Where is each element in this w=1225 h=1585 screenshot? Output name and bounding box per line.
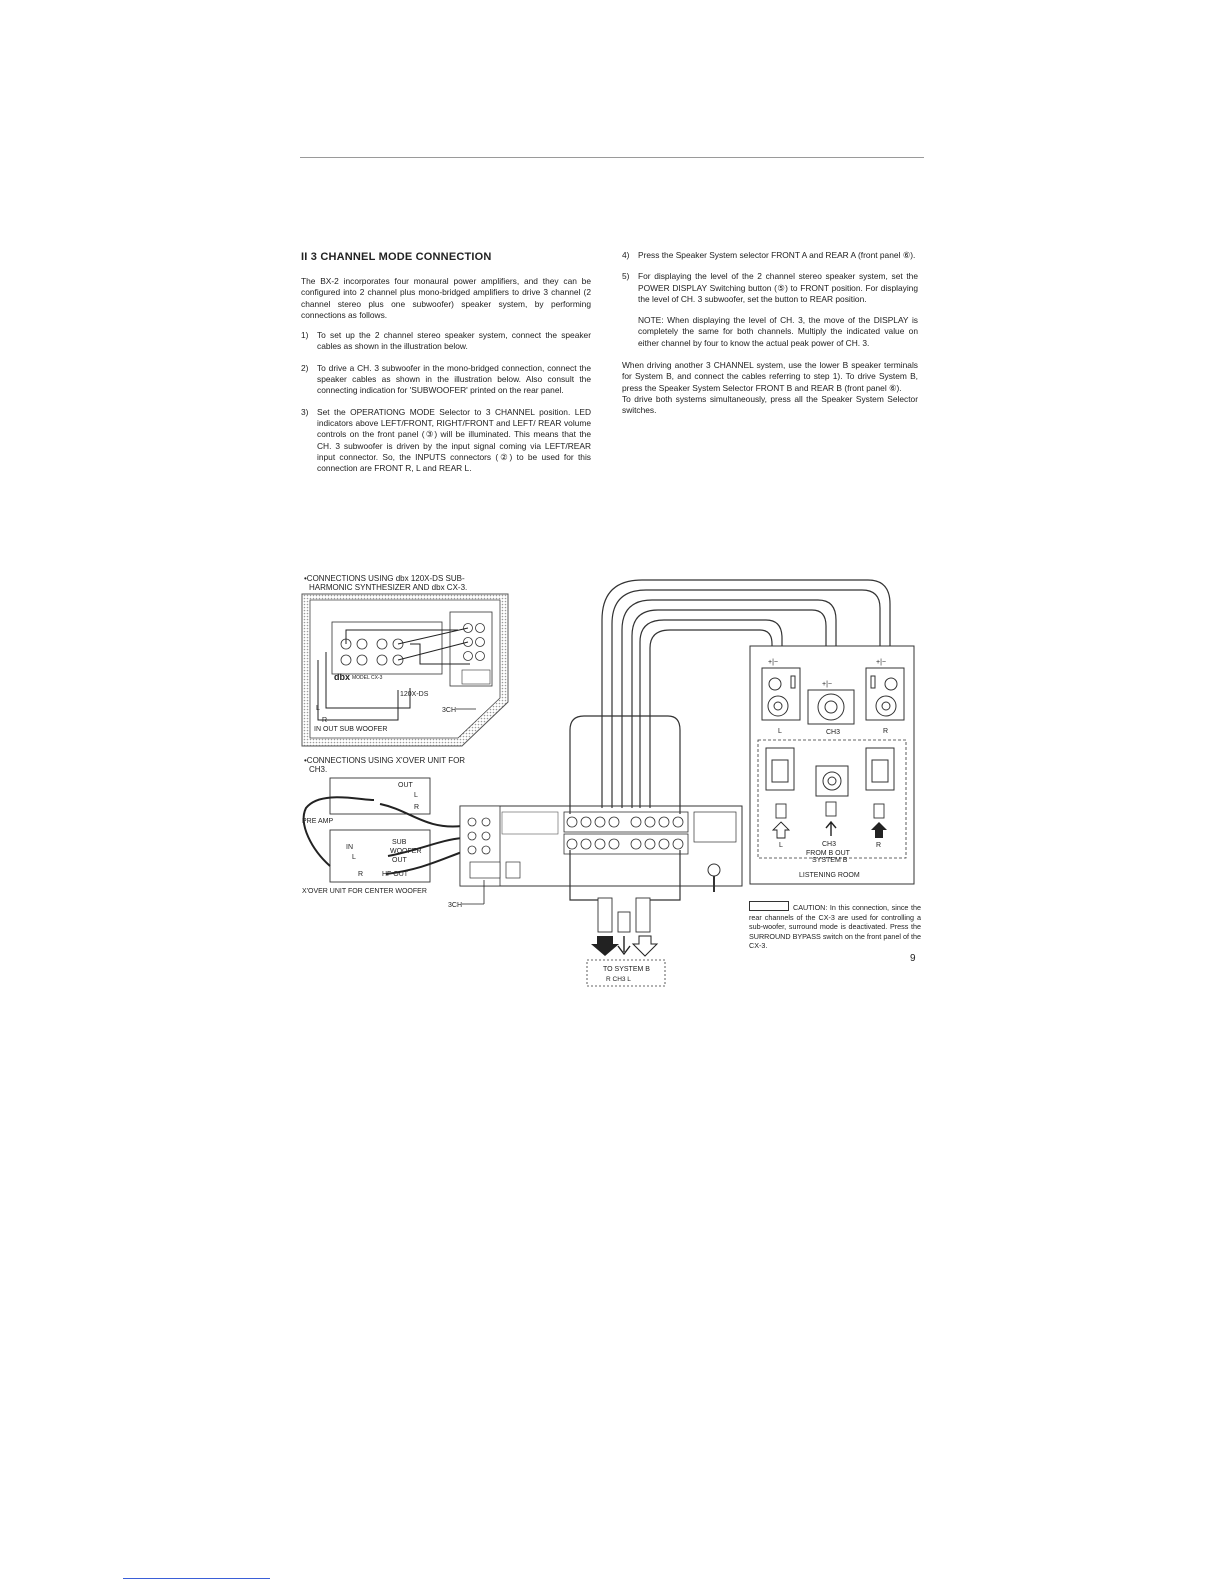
page-number: 9 [910,953,916,964]
from-b-out-label: FROM B OUT [806,850,850,857]
speaker-L-label: L [778,728,782,735]
system-b-paragraph: When driving another 3 CHANNEL system, use the lower B speaker terminals for System B, and connect the cables referring to step 1). To drive System B, press the Speaker System Selector FRONT B and REAR B (front panel ⑥). [622,360,918,393]
preamp-L-label: L [414,792,418,799]
xover-caption-line-1: •CONNECTIONS USING X'OVER UNIT FOR [304,756,466,765]
step-text: Set the OPERATIONG MODE Selector to 3 CHANNEL position. LED indicators above LEFT/FRONT, RIGHT/FRONT and LEFT/ REAR volume controls on the front panel (③) will be illuminated. This means that the CH. 3 subwoofer is driven by the input signal coming via LEFT/REAR input connector. So, the INPUTS connectors (②) to be used for this connection are FRONT R, L and REAR L. [317,406,591,474]
step-number: 3) [301,406,309,417]
preamp-out-label: OUT [398,782,413,789]
hf-out-label: HF OUT [382,871,409,878]
room-L-label: L [779,842,783,849]
pm-center: +|− [822,681,832,688]
step-text: For displaying the level of the 2 channel stereo speaker system, set the POWER DISPLAY Switching button (⑤) to FRONT position. For displaying the level of CH. 3 subwoofer, set the button to REAR position. [638,271,918,304]
xover-L-label: L [352,854,356,861]
xover-in-label: IN [346,844,353,851]
arrow-r-solid [591,936,619,956]
intro-paragraph: The BX-2 incorporates four monaural power amplifiers, and they can be configured into 2 channel plus mono-bridged amplifiers to drive 3 channel (2 channel stereo plus one subwoofer) speaker system, by performing connections as follows. [301,276,591,320]
pm-left: +|− [768,659,778,666]
sub-woofer-label-2: WOOFER [390,848,422,855]
speaker-center-ch3 [808,690,854,724]
system-b-label: SYSTEM B [812,857,848,864]
arrow-ch3 [618,936,630,954]
speaker-ch3-label: CH3 [826,729,841,736]
step-number: 5) [622,271,630,282]
room-ch3-label: CH3 [822,841,837,848]
to-system-b-channels: R CH3 L [606,976,631,983]
bottom-link-underline [123,1578,270,1579]
dbx-brand: dbx [334,672,351,682]
speaker-front-right [866,668,904,720]
xover-R-label: R [358,871,364,878]
system-b-plugs [598,898,650,932]
in-out-sub-label: IN OUT SUB WOOFER [314,726,388,733]
inset-label-L: L [316,705,320,712]
preamp-R-label: R [414,804,420,811]
caution-flag-icon [749,901,789,911]
speaker-R-label: R [883,728,889,735]
xover-caption-line-2: CH3. [309,765,328,774]
caution-text: CAUTION: In this connection, since the rear channels of the CX-3 are used for controlling a sub-woofer, surround mode is deactivated. Press the SURROUND BYPASS switch on the front panel of the CX-3. [749,903,921,951]
room-R-label: R [876,842,882,849]
step-text: To drive a CH. 3 subwoofer in the mono-bridged connection, connect the speaker cables as shown in the illustration below. Also consult the connecting indication for 'SUBWOOFER' printed on the rear panel. [317,362,591,396]
dbx-caption-line-1: •CONNECTIONS USING dbx 120X-DS SUB- [304,574,465,583]
step-number: 1) [301,330,309,341]
dbx-model: MODEL CX-3 [352,675,383,681]
step-number: 4) [622,250,630,260]
sub-woofer-label-1: SUB [392,839,407,846]
inset-label-R: R [322,717,328,724]
dbx-caption-line-2: HARMONIC SYNTHESIZER AND dbx CX-3. [309,583,468,592]
section-heading: II 3 CHANNEL MODE CONNECTION [301,251,492,263]
amp-3ch-label: 3CH [448,902,463,909]
arrow-l-hollow [633,936,657,956]
pm-right: +|− [876,659,886,666]
model-120x-label: 120X-DS [400,691,429,698]
caution-note [749,901,921,951]
pre-amp-label: PRE AMP [302,818,334,825]
inset-3ch-label: 3CH [442,707,457,714]
to-system-b-label: TO SYSTEM B [603,966,650,973]
listening-room-label: LISTENING ROOM [799,872,860,879]
xover-unit-label: X'OVER UNIT FOR CENTER WOOFER [302,888,427,895]
step-text: Press the Speaker System selector FRONT A and REAR A (front panel ⑥). [638,250,916,260]
speaker-front-left [762,668,800,720]
both-systems-paragraph: To drive both systems simultaneously, press all the Speaker System Selector switches. [622,393,918,416]
step-text: To set up the 2 channel stereo speaker system, connect the speaker cables as shown in the illustration below. [317,330,591,352]
xover-out-label: OUT [392,857,407,864]
note-paragraph: NOTE: When displaying the level of CH. 3, the move of the DISPLAY is completely the same for both channels. Multiply the indicated value on either channel by four to know the actual peak power of CH. 3. [638,315,918,348]
step-number: 2) [301,362,309,373]
xover-unit-box [330,830,430,882]
